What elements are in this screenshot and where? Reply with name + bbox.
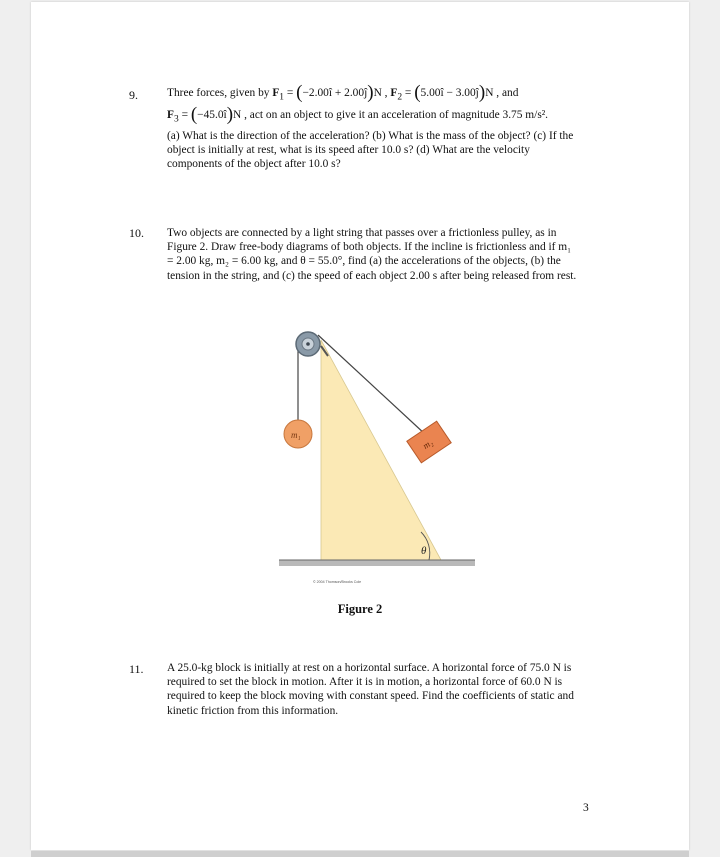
question-11-line-1: A 25.0-kg block is initially at rest on a horizontal surface. A horizontal force of 75.0 N is bbox=[167, 662, 572, 674]
f3-value: −45.0î bbox=[197, 109, 227, 122]
figure-copyright: © 2004 Thomson/Brooks Cole bbox=[313, 580, 362, 584]
f1-subscript: 1 bbox=[279, 92, 285, 103]
question-10-line-3: = 2.00 kg, m₂ = 6.00 kg, and θ = 55.0°, find (a) the accelerations of the objects, (b) the bbox=[167, 255, 561, 268]
question-11-line-3: required to keep the block moving with constant speed. Find the coefficients of static and bbox=[167, 690, 574, 703]
paren-open: ( bbox=[190, 104, 198, 126]
f3-tail-text: N , act on an object to give it an acceleration of magnitude 3.75 m/s². bbox=[233, 109, 549, 122]
question-11-number: 11. bbox=[129, 662, 144, 676]
question-10-line-2: Figure 2. Draw free-body diagrams of both objects. If the incline is frictionless and if m₁ bbox=[167, 241, 572, 254]
question-10-number: 10. bbox=[129, 226, 144, 240]
question-9-line-1 bbox=[167, 82, 633, 104]
equals-sign: = bbox=[178, 109, 191, 122]
question-10-line-1: Two objects are connected by a light string that passes over a frictionless pulley, as in bbox=[167, 227, 557, 239]
page-number: 3 bbox=[583, 802, 589, 814]
incline-pulley-figure bbox=[271, 322, 481, 592]
paren-close: ) bbox=[478, 82, 486, 103]
f2-symbol: F bbox=[390, 87, 398, 99]
question-11-line-2: required to set the block in motion. After it is in motion, a horizontal force of 60.0 N is bbox=[167, 676, 563, 689]
equals-sign: = bbox=[284, 87, 297, 99]
f1-value: −2.00î + 2.00ĵ bbox=[302, 87, 368, 99]
f2-value: 5.00î − 3.00ĵ bbox=[420, 87, 479, 99]
equals-sign: = bbox=[402, 87, 415, 99]
paren-open: ( bbox=[414, 82, 421, 103]
question-11-text bbox=[167, 661, 633, 718]
question-9-text bbox=[167, 82, 633, 172]
figure-caption: Figure 2 bbox=[337, 602, 383, 616]
theta-label: θ bbox=[421, 545, 427, 557]
f1-unit: N , bbox=[373, 87, 391, 99]
f3-symbol: F bbox=[167, 109, 174, 122]
question-10-text bbox=[167, 226, 633, 283]
f1-symbol: F bbox=[272, 87, 280, 99]
question-9-line-3: (a) What is the direction of the acceleration? (b) What is the mass of the object? (c) If the bbox=[167, 129, 574, 142]
q9-lead-text: Three forces, given by bbox=[167, 87, 273, 99]
pulley-axle bbox=[306, 342, 310, 346]
question-9-line-4: object is initially at rest, what is its speed after 10.0 s? (d) What are the velocity bbox=[167, 144, 530, 157]
block-m2-group bbox=[407, 421, 451, 463]
m1-label: m₁ bbox=[291, 430, 301, 440]
document-page bbox=[31, 2, 689, 850]
f2-subscript: 2 bbox=[397, 92, 403, 103]
paren-open: ( bbox=[296, 82, 303, 103]
question-10-line-4: tension in the string, and (c) the speed of each object 2.00 s after being released from rest. bbox=[167, 269, 577, 282]
question-9-line-5: components of the object after 10.0 s? bbox=[167, 158, 341, 171]
f3-subscript: 3 bbox=[173, 114, 179, 125]
question-9-number: 9. bbox=[129, 88, 138, 102]
question-11-line-4: kinetic friction from this information. bbox=[167, 704, 339, 717]
ground-surface bbox=[279, 560, 475, 566]
paren-close: ) bbox=[367, 82, 374, 103]
page-bottom-edge bbox=[31, 851, 689, 857]
m2-label: m₂ bbox=[420, 437, 435, 451]
question-9-line-2 bbox=[167, 104, 633, 126]
f2-unit: N , and bbox=[485, 87, 519, 99]
paren-close: ) bbox=[226, 104, 234, 126]
